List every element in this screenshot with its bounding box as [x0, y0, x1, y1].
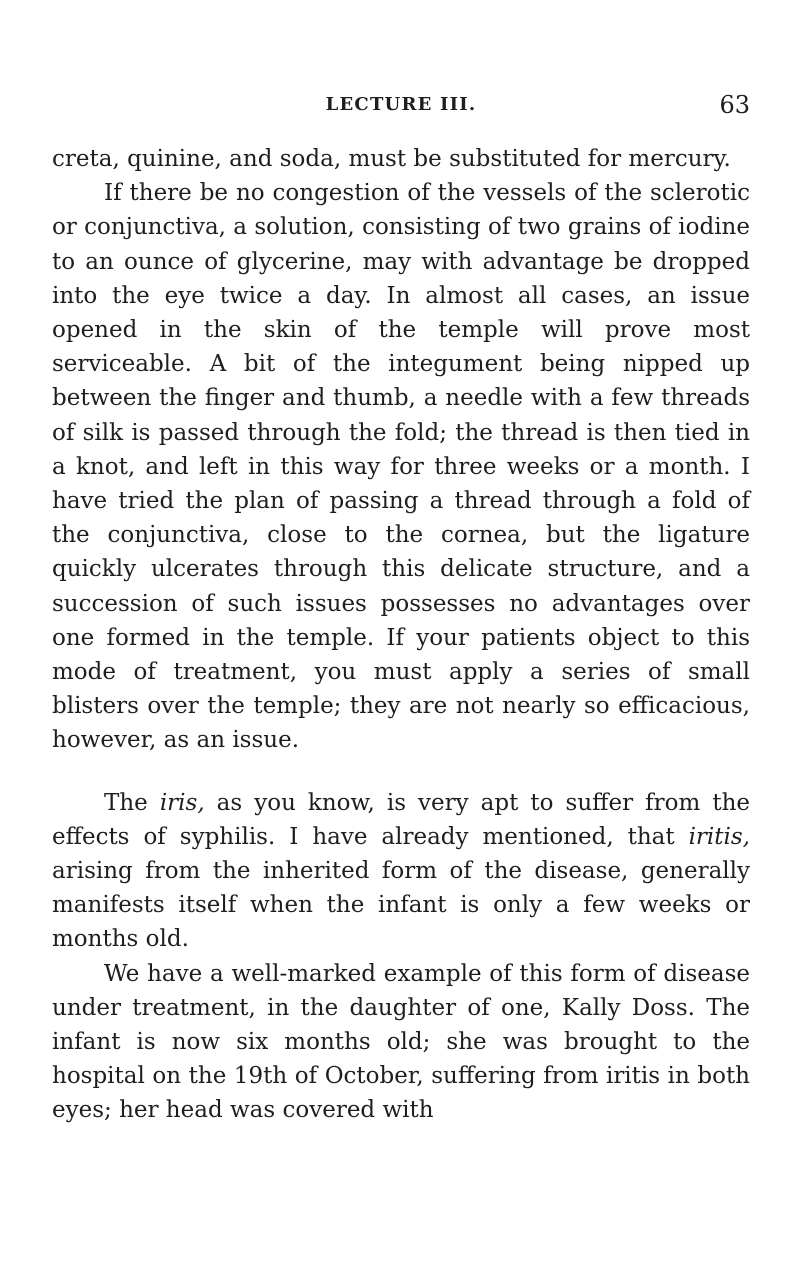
page-number: 63 — [719, 91, 750, 119]
iris-term: iris, — [159, 789, 205, 816]
iris-middle-text: as you know, is very apt to suffer from the effects of syphilis. I have already mentioned, that — [52, 789, 751, 850]
running-title: LECTURE III. — [325, 94, 477, 115]
paragraph-case-example: We have a well-marked example of this form of disease under treatment, in the daughter of one, Kally Doss. The infant is now six months old; she was brought to the hospital on the 19th of October, suffering from iritis in both eyes; her head was covered with — [52, 960, 750, 1124]
paragraph-continuation: creta, quinine, and soda, must be substituted for mercury. — [52, 146, 731, 172]
iris-tail-text: arising from the inherited form of the disease, generally manifests itself when the infant is only a few weeks or months old. — [52, 858, 750, 953]
running-head — [52, 88, 750, 122]
paragraph-iodine-treatment: If there be no congestion of the vessels of the sclerotic or conjunctiva, a solution, consisting of two grains of iodine to an ounce of glycerine, may with advantage be dropped into the eye twice a day. In almost all cases, an issue opened in the skin of the temple will prove most serviceable. A bit of the integument being nipped up between the finger and thumb, a needle with a few threads of silk is passed through the fold; the thread is then tied in a knot, and left in this way for three weeks or a month. I have tried the plan of passing a thread through a fold of the conjunctiva, close to the cornea, but the ligature quickly ulcerates through this delicate structure, and a succession of such issues possesses no advantages over one formed in the temple. If your patients object to this mode of treatment, you must apply a series of small blisters over the temple; they are not nearly so efficacious, however, as an issue. — [52, 180, 750, 754]
iris-lead-text: The — [104, 789, 160, 816]
iritis-term: iritis, — [688, 823, 750, 850]
body-text — [52, 142, 750, 1128]
paragraph-iris — [52, 786, 750, 957]
